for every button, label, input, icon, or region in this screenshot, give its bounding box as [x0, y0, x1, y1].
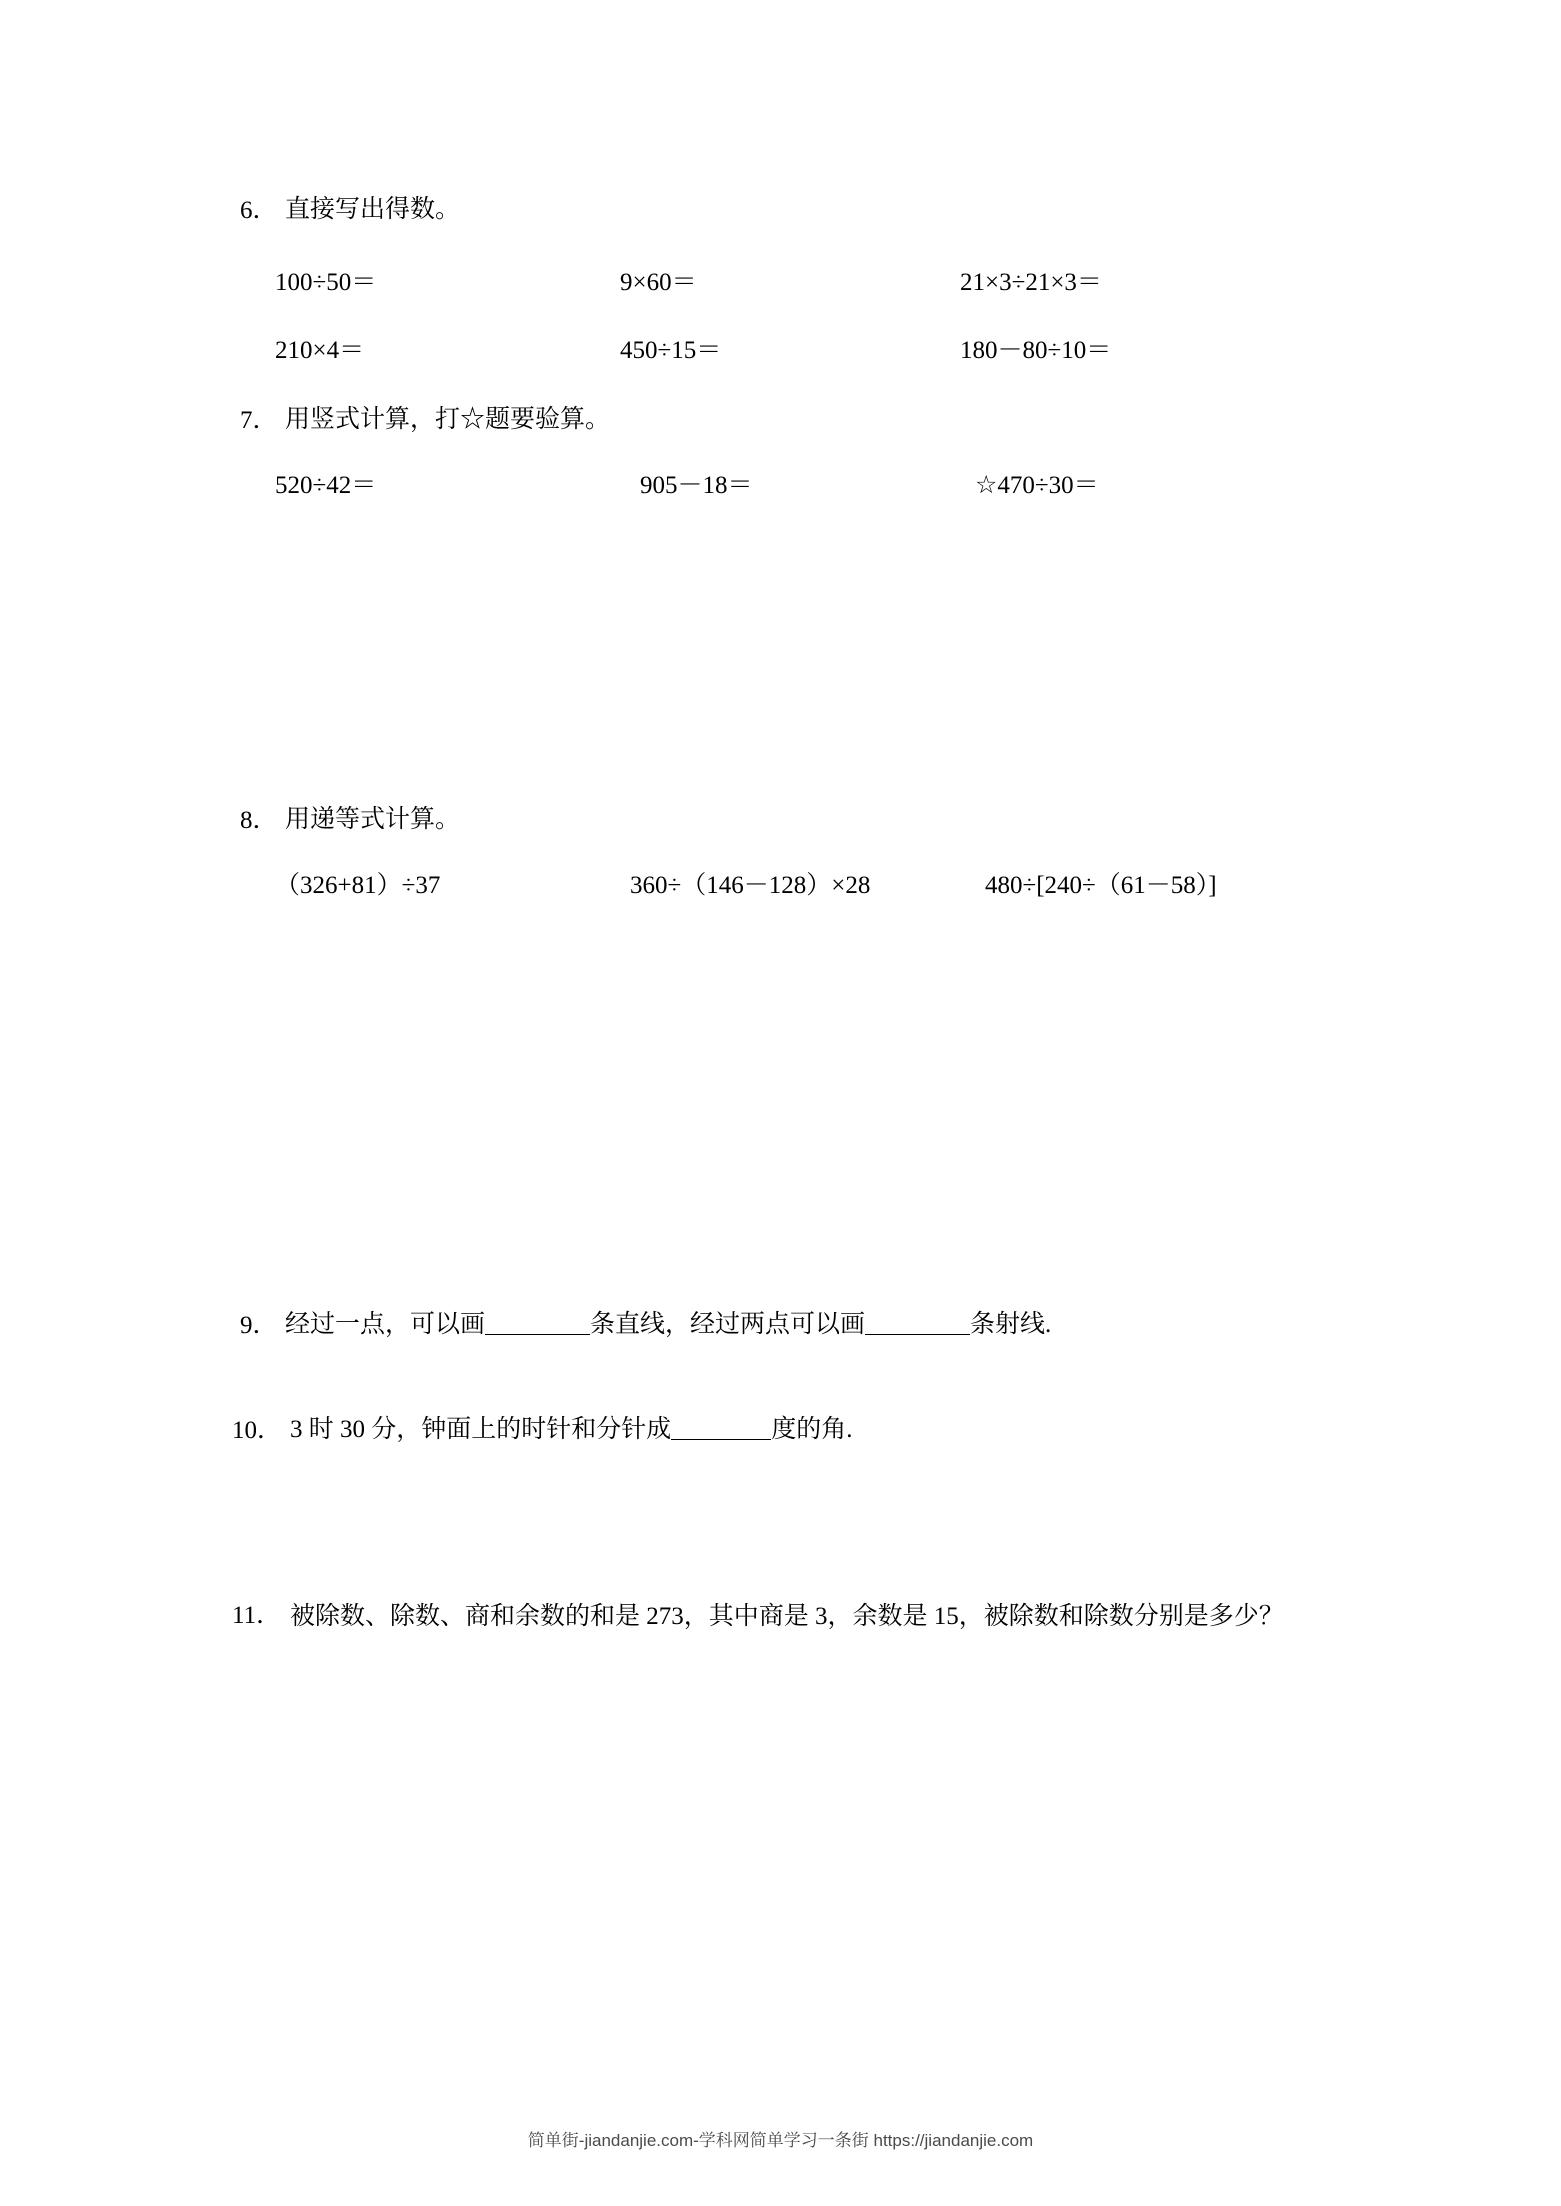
question-8-expr-3: 480÷[240÷（61－58）] — [985, 872, 1217, 899]
question-10-blank-1[interactable] — [671, 1439, 771, 1440]
question-10-text-a: 3 时 30 分，钟面上的时针和分针成 — [290, 1416, 672, 1443]
question-6-expr-6: 180－80÷10＝ — [960, 337, 1112, 364]
question-6-expr-3: 21×3÷21×3＝ — [960, 269, 1102, 296]
question-6-expr-2: 9×60＝ — [620, 269, 697, 296]
question-8-expr-1: （326+81）÷37 — [275, 872, 441, 899]
question-6-prompt: 直接写出得数。 — [285, 196, 461, 223]
question-11-text: 被除数、除数、商和余数的和是 273，其中商是 3，余数是 15，被除数和除数分别是多少？ — [290, 1603, 1284, 1630]
question-9-text-a: 经过一点，可以画 — [285, 1311, 486, 1338]
question-7-expr-3: ☆470÷30＝ — [975, 472, 1099, 499]
question-8-number: 8． — [240, 807, 278, 834]
question-8-prompt: 用递等式计算。 — [285, 806, 461, 833]
question-7-expr-2: 905－18＝ — [640, 472, 753, 499]
question-10-number: 10． — [232, 1417, 283, 1444]
question-6-expr-5: 450÷15＝ — [620, 337, 722, 364]
question-9-text — [285, 1305, 1051, 1345]
footer-watermark: 简单街-jiandanjie.com-学科网简单学习一条街 https://jiandanjie.com — [527, 2131, 1034, 2150]
question-6-expr-1: 100÷50＝ — [275, 269, 377, 296]
question-10-text — [290, 1410, 853, 1450]
question-6-number: 6． — [240, 197, 278, 224]
question-8-expr-2: 360÷（146－128）×28 — [630, 872, 871, 899]
question-10-text-b: 度的角. — [771, 1416, 853, 1443]
question-9-text-b: 条直线，经过两点可以画 — [590, 1311, 866, 1338]
question-6-expr-4: 210×4＝ — [275, 337, 365, 364]
question-9-blank-1[interactable] — [485, 1334, 590, 1335]
question-7-number: 7． — [240, 407, 278, 434]
question-9-blank-2[interactable] — [865, 1334, 970, 1335]
question-7-prompt: 用竖式计算，打☆题要验算。 — [285, 406, 611, 433]
question-9-text-c: 条射线. — [970, 1311, 1052, 1338]
question-11-number: 11． — [232, 1602, 282, 1629]
question-7-expr-1: 520÷42＝ — [275, 472, 377, 499]
question-9-number: 9． — [240, 1312, 278, 1339]
